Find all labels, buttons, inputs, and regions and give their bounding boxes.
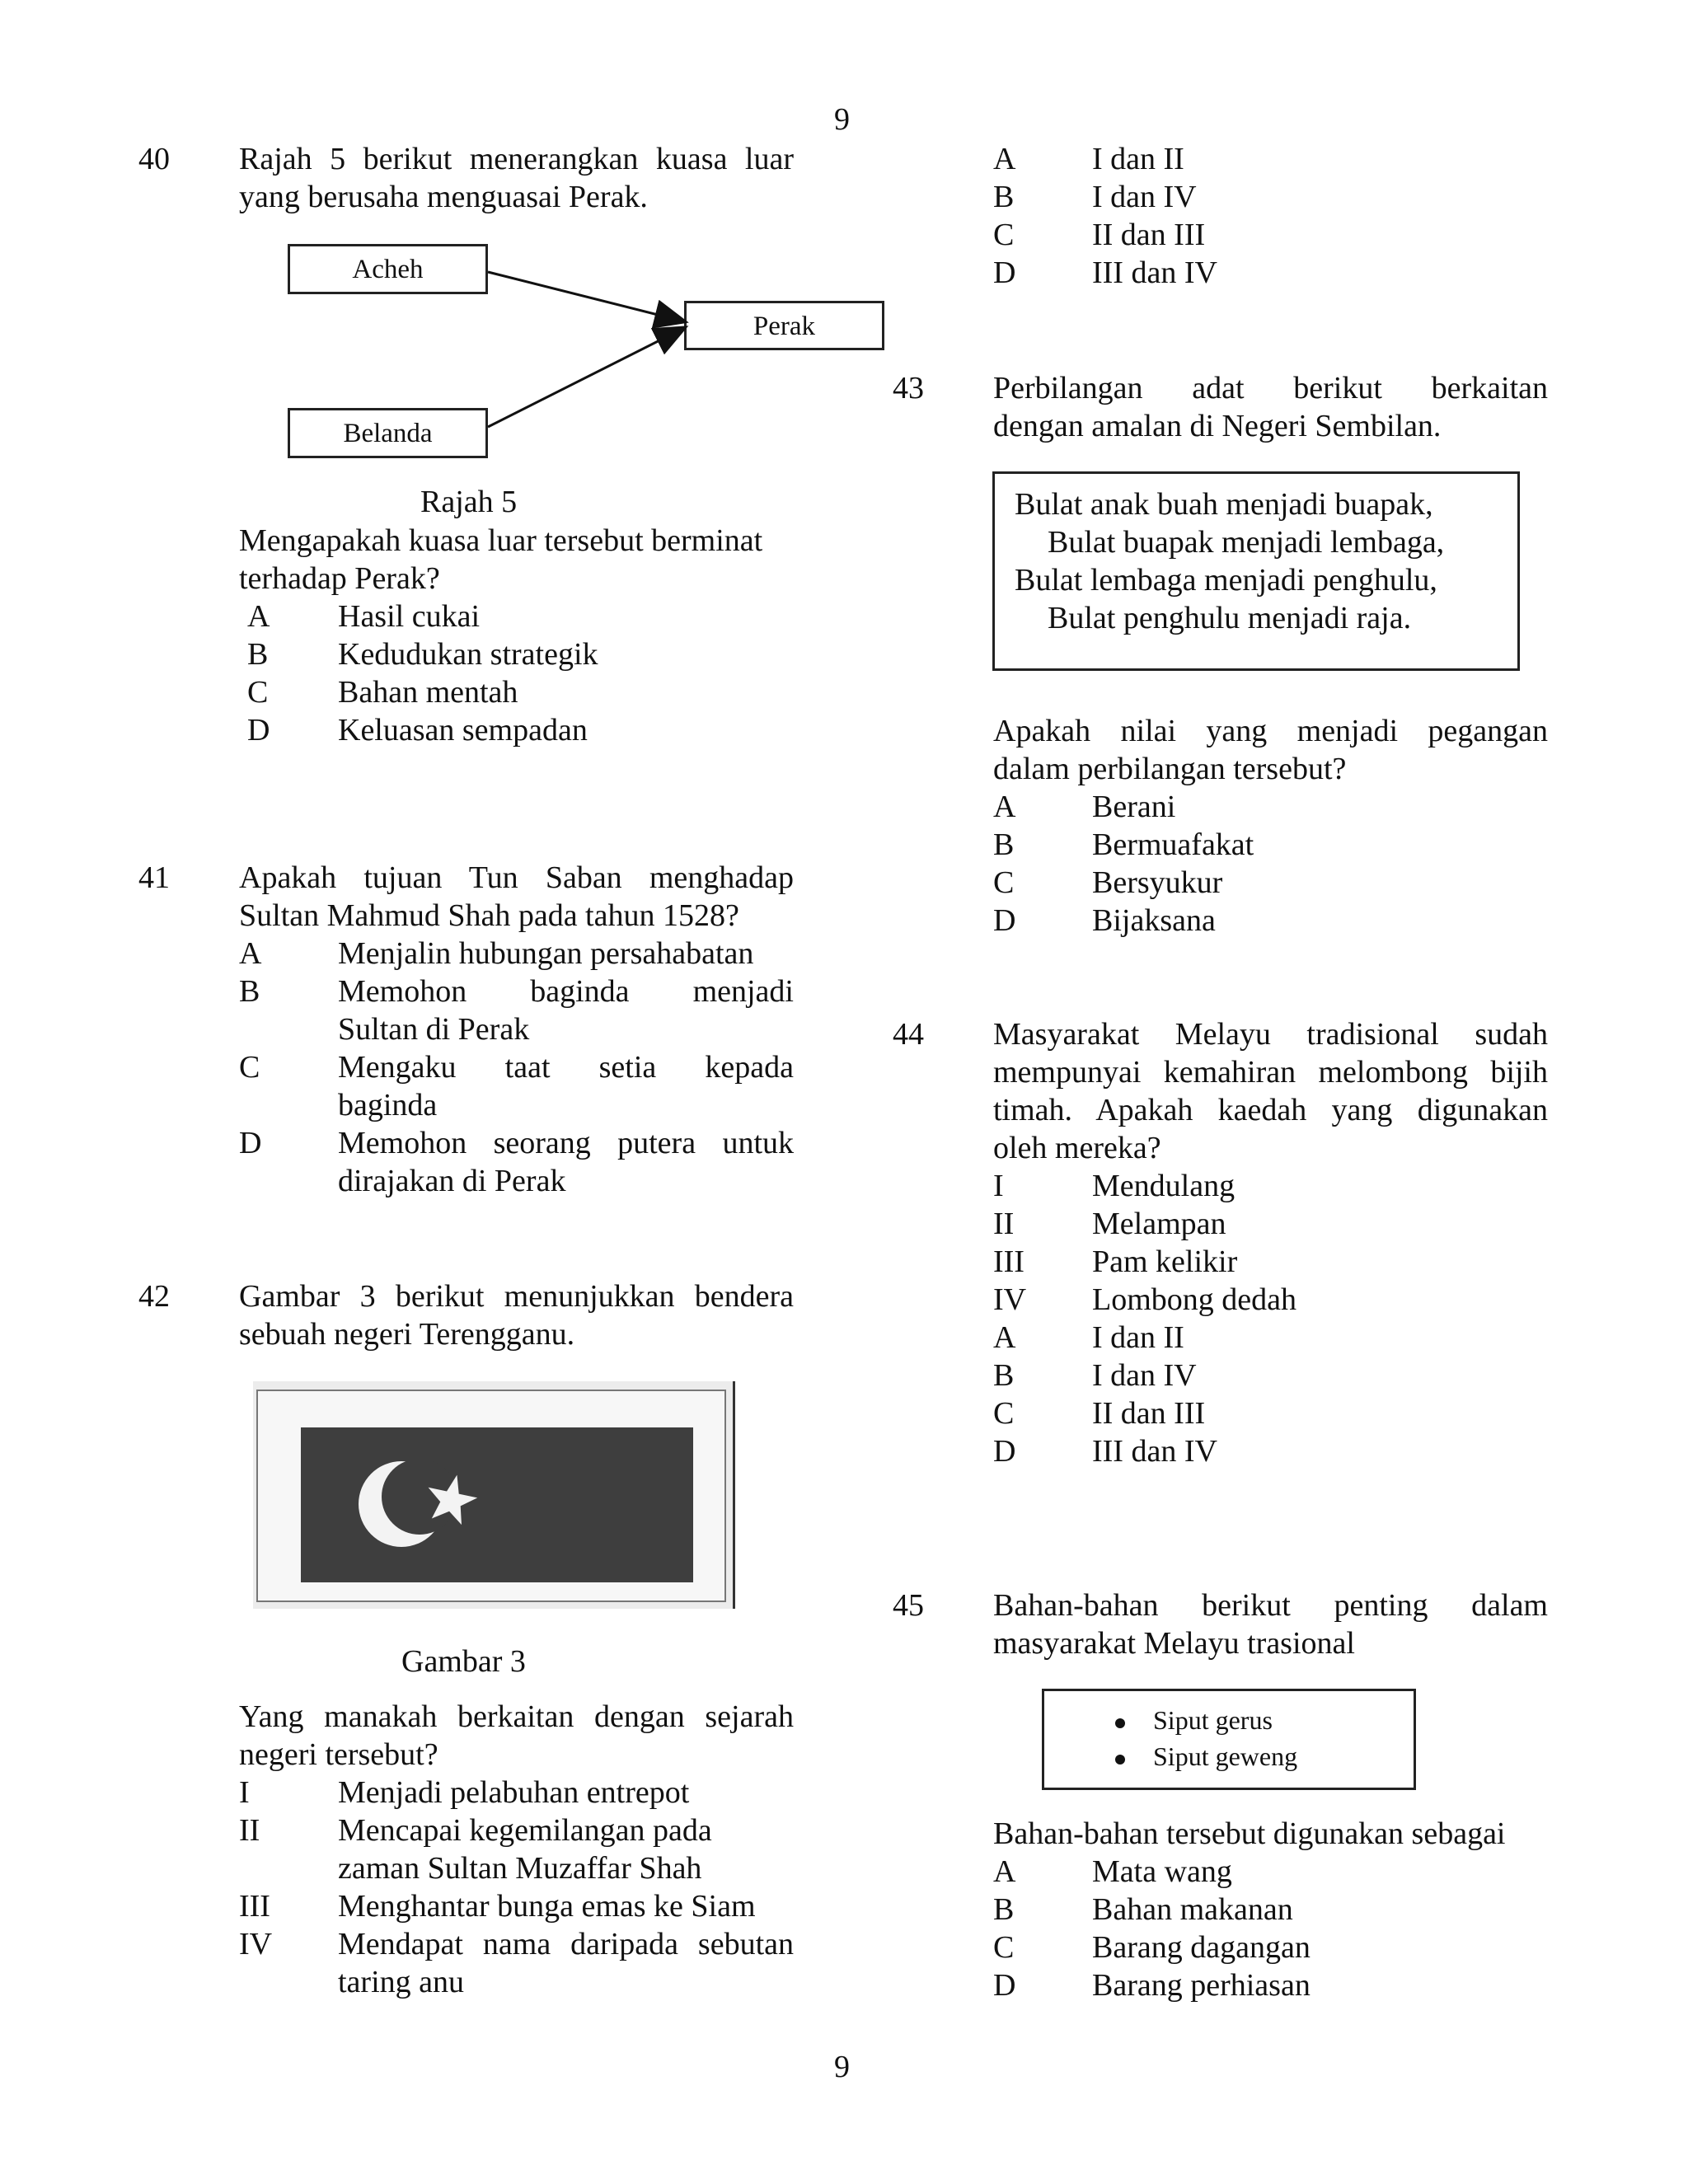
q44-stem-line-2: mempunyai kemahiran melombong bijih [993,1055,1548,1090]
question-number-44: 44 [893,1017,924,1052]
q41-option-d-line-1[interactable]: Memohon seorang putera untuk [338,1126,794,1160]
verse-line-4: Bulat penghulu menjadi raja. [1048,601,1412,635]
q43-option-a-letter: A [993,790,1016,824]
q44-option-d[interactable]: III dan IV [1092,1434,1217,1469]
q44-statement-iii-roman: III [993,1244,1025,1279]
q41-option-d-letter: D [239,1126,262,1160]
q41-stem-line-1: Apakah tujuan Tun Saban menghadap [239,860,794,895]
q44-option-c-letter: C [993,1396,1015,1431]
q43-stem-line-1: Perbilangan adat berikut berkaitan [993,371,1548,405]
q44-statement-iv: Lombong dedah [1092,1282,1297,1317]
q42-statement-iv-line-2: taring anu [338,1965,465,1999]
q42-question-line-1: Yang manakah berkaitan dengan sejarah [239,1699,794,1734]
q45-option-a[interactable]: Mata wang [1092,1854,1232,1889]
q42-question-line-2: negeri tersebut? [239,1737,438,1772]
q40-option-b[interactable]: Kedudukan strategik [338,637,598,672]
q43-question-line-2: dalam perbilangan tersebut? [993,752,1347,786]
q41-option-a-letter: A [239,936,262,971]
q44-stem-line-1: Masyarakat Melayu tradisional sudah [993,1017,1548,1052]
q40-option-b-letter: B [247,637,269,672]
q41-option-a[interactable]: Menjalin hubungan persahabatan [338,936,754,971]
q45-stem-line-1: Bahan-bahan berikut penting dalam [993,1588,1548,1623]
figure-caption-gambar-3: Gambar 3 [401,1644,526,1679]
item-siput-geweng [1115,1739,1297,1774]
q44-option-a-letter: A [993,1320,1016,1355]
q43-option-d-letter: D [993,903,1016,938]
q41-option-b-line-2[interactable]: Sultan di Perak [338,1012,530,1047]
diagram-caption-rajah-5: Rajah 5 [420,485,518,519]
q40-option-c-letter: C [247,675,269,710]
q44-statement-i: Mendulang [1092,1169,1236,1203]
q44-statement-iv-roman: IV [993,1282,1027,1317]
page-number-top: 9 [834,102,850,137]
q43-question-line-1: Apakah nilai yang menjadi pegangan [993,714,1548,748]
q41-option-c-line-1[interactable]: Mengaku taat setia kepada [338,1050,794,1085]
q43-option-c-letter: C [993,865,1015,900]
q42-option-a[interactable]: I dan II [1092,142,1184,176]
question-number-41: 41 [138,860,170,895]
diagram-label-belanda: Belanda [343,419,433,448]
bullet-icon [1115,1718,1125,1728]
q40-option-d-letter: D [247,713,270,748]
q42-statement-iv-roman: IV [239,1927,273,1961]
q44-statement-iii: Pam kelikir [1092,1244,1238,1279]
q43-option-c[interactable]: Bersyukur [1092,865,1223,900]
question-number-40: 40 [138,142,170,176]
q42-statement-ii-line-1: Mencapai kegemilangan pada [338,1813,712,1848]
q42-option-c[interactable]: II dan III [1092,218,1206,252]
adat-verse-box [992,471,1520,671]
q42-option-a-letter: A [993,142,1016,176]
q44-option-d-letter: D [993,1434,1016,1469]
q40-question-line-2: terhadap Perak? [239,561,440,596]
diagram-label-acheh: Acheh [352,255,424,284]
q44-stem-line-3: timah. Apakah kaedah yang digunakan [993,1093,1548,1127]
q45-option-c[interactable]: Barang dagangan [1092,1930,1311,1965]
q40-option-c[interactable]: Bahan mentah [338,675,518,710]
q45-option-c-letter: C [993,1930,1015,1965]
item-label-1: Siput gerus [1153,1705,1273,1735]
q40-option-a-letter: A [247,599,270,634]
q42-statement-iii-roman: III [239,1889,270,1924]
q42-statement-i-roman: I [239,1775,250,1810]
q42-option-b[interactable]: I dan IV [1092,180,1197,214]
q44-option-b[interactable]: I dan IV [1092,1358,1197,1393]
diagram-label-perak: Perak [753,312,816,341]
q42-statement-iii: Menghantar bunga emas ke Siam [338,1889,756,1924]
q45-option-d-letter: D [993,1968,1016,2003]
q45-question: Bahan-bahan tersebut digunakan sebagai [993,1816,1506,1851]
q41-option-c-letter: C [239,1050,260,1085]
q40-question-line-1: Mengapakah kuasa luar tersebut berminat [239,523,763,558]
q40-stem-line-1: Rajah 5 berikut menerangkan kuasa luar [239,142,794,176]
q44-option-b-letter: B [993,1358,1015,1393]
q42-statement-i: Menjadi pelabuhan entrepot [338,1775,690,1810]
q43-option-b[interactable]: Bermuafakat [1092,827,1254,862]
q40-option-d[interactable]: Keluasan sempadan [338,713,588,748]
question-number-42: 42 [138,1279,170,1314]
q44-statement-ii: Melampan [1092,1207,1226,1241]
item-label-2: Siput geweng [1153,1741,1298,1771]
q41-option-c-line-2[interactable]: baginda [338,1088,438,1122]
q42-stem-line-1: Gambar 3 berikut menunjukkan bendera [239,1279,794,1314]
q43-stem-line-2: dengan amalan di Negeri Sembilan. [993,409,1442,443]
q41-stem-line-2: Sultan Mahmud Shah pada tahun 1528? [239,898,739,933]
flag-emblem [301,1427,693,1582]
q40-stem-line-2: yang berusaha menguasai Perak. [239,180,648,214]
q44-option-c[interactable]: II dan III [1092,1396,1206,1431]
q45-option-b-letter: B [993,1892,1015,1927]
q41-option-b-line-1[interactable]: Memohon baginda menjadi [338,974,794,1009]
bullet-icon [1115,1755,1125,1765]
verse-line-3: Bulat lembaga menjadi penghulu, [1015,563,1437,598]
items-box [1042,1689,1416,1790]
q45-option-a-letter: A [993,1854,1016,1889]
verse-line-2: Bulat buapak menjadi lembaga, [1048,525,1445,560]
q44-statement-ii-roman: II [993,1207,1015,1241]
page-number-bottom: 9 [834,2050,850,2084]
q42-option-d[interactable]: III dan IV [1092,255,1217,290]
q40-option-a[interactable]: Hasil cukai [338,599,481,634]
q43-option-b-letter: B [993,827,1015,862]
q44-option-a[interactable]: I dan II [1092,1320,1184,1355]
q42-statement-iv-line-1: Mendapat nama daripada sebutan [338,1927,794,1961]
q41-option-b-letter: B [239,974,260,1009]
q44-statement-i-roman: I [993,1169,1004,1203]
q42-option-b-letter: B [993,180,1015,214]
item-siput-gerus [1115,1703,1273,1737]
question-number-43: 43 [893,371,924,405]
q42-statement-ii-roman: II [239,1813,260,1848]
q42-statement-ii-line-2: zaman Sultan Muzaffar Shah [338,1851,702,1886]
arrow-acheh-to-perak [488,272,684,321]
q43-option-a[interactable]: Berani [1092,790,1176,824]
q45-option-b[interactable]: Bahan makanan [1092,1892,1293,1927]
q43-option-d[interactable]: Bijaksana [1092,903,1216,938]
q42-stem-line-2: sebuah negeri Terengganu. [239,1317,575,1352]
q42-option-c-letter: C [993,218,1015,252]
q45-stem-line-2: masyarakat Melayu trasional [993,1626,1355,1661]
verse-line-1: Bulat anak buah menjadi buapak, [1015,487,1433,522]
q45-option-d[interactable]: Barang perhiasan [1092,1968,1311,2003]
flag-photo-frame [253,1381,735,1609]
q41-option-d-line-2[interactable]: dirajakan di Perak [338,1164,566,1198]
question-number-45: 45 [893,1588,924,1623]
q44-stem-line-4: oleh mereka? [993,1131,1161,1165]
arrow-belanda-to-perak [488,328,684,427]
q42-option-d-letter: D [993,255,1016,290]
